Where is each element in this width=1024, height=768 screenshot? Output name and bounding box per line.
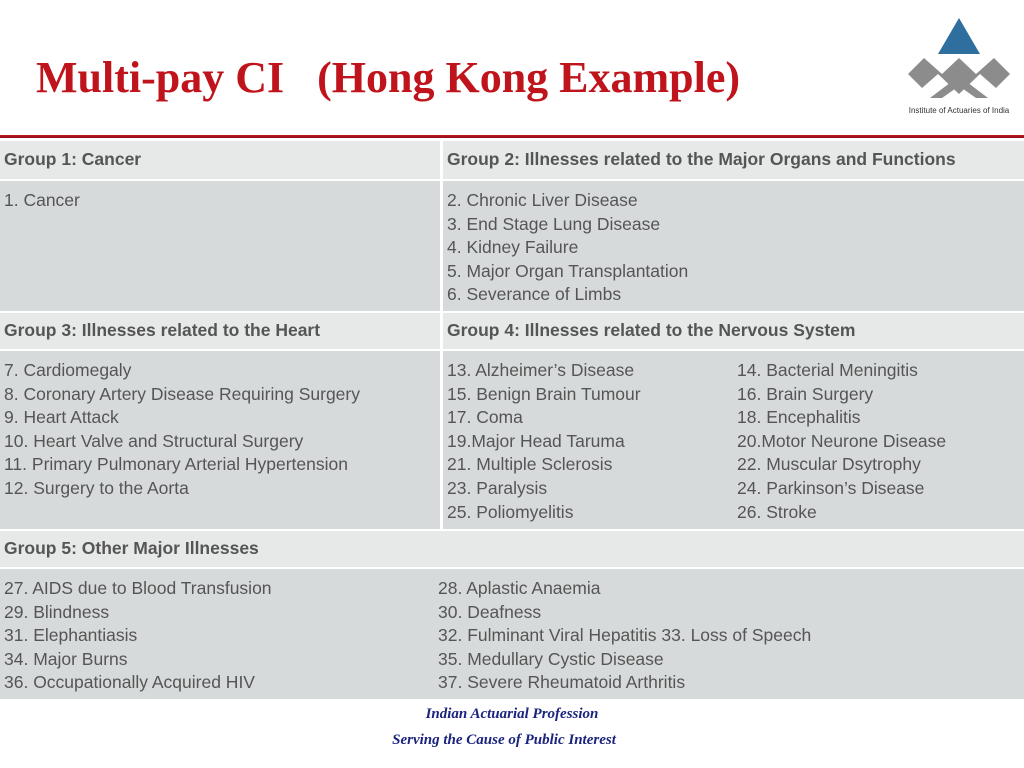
group-5-header-text: Group 5: Other Major Illnesses <box>4 538 259 559</box>
list-item: 11. Primary Pulmonary Arterial Hypertension <box>4 454 348 475</box>
group-5-body <box>0 569 1024 699</box>
group-3-header-text: Group 3: Illnesses related to the Heart <box>4 320 321 341</box>
group-4-column-1 <box>447 359 641 524</box>
list-item: 8. Coronary Artery Disease Requiring Surgery <box>4 383 360 404</box>
list-item: 30. Deafness <box>438 601 542 622</box>
list-item: 29. Blindness <box>4 601 110 622</box>
list-item: 13. Alzheimer’s Disease <box>447 360 635 380</box>
list-item: 21. Multiple Sclerosis <box>447 454 613 475</box>
list-item: 37. Severe Rheumatoid Arthritis <box>438 672 686 693</box>
group-5-column-2 <box>438 577 811 695</box>
list-item: 26. Stroke <box>737 501 817 522</box>
list-item: 7. Cardiomegaly <box>4 360 132 380</box>
group-2-body <box>443 181 1024 311</box>
group-4-header <box>443 313 1024 349</box>
group-1-header <box>0 141 440 179</box>
list-item: 18. Encephalitis <box>737 407 861 428</box>
group-3-body <box>0 351 440 529</box>
list-item: 9. Heart Attack <box>4 407 119 428</box>
list-item: 3. End Stage Lung Disease <box>447 213 661 234</box>
logo-text: Institute of Actuaries of India <box>908 106 1010 115</box>
list-item: 6. Severance of Limbs <box>447 284 622 305</box>
list-item: 15. Benign Brain Tumour <box>447 383 641 404</box>
institute-logo <box>900 16 1018 120</box>
title-divider <box>0 135 1024 138</box>
group-2-header <box>443 141 1024 179</box>
footer-line-1: Indian Actuarial Profession <box>425 706 599 722</box>
list-item: 24. Parkinson’s Disease <box>737 477 925 498</box>
list-item: 34. Major Burns <box>4 648 128 669</box>
group-3-header <box>0 313 440 349</box>
list-item: 4. Kidney Failure <box>447 237 579 258</box>
list-item: 32. Fulminant Viral Hepatitis 33. Loss of Speech <box>438 625 812 646</box>
list-item: 14. Bacterial Meningitis <box>737 360 918 380</box>
list-item: 28. Aplastic Anaemia <box>438 578 601 598</box>
list-item: 27. AIDS due to Blood Transfusion <box>4 578 272 598</box>
list-item: 20.Motor Neurone Disease <box>737 430 947 451</box>
slide-title: Multi-pay CI (Hong Kong Example) <box>36 53 741 102</box>
logo-mark-icon <box>900 16 1018 106</box>
list-item: 19.Major Head Taruma <box>447 430 625 451</box>
list-item: 36. Occupationally Acquired HIV <box>4 672 255 693</box>
list-item: 5. Major Organ Transplantation <box>447 260 689 281</box>
group-4-column-2 <box>737 359 946 524</box>
group-1-header-text: Group 1: Cancer <box>4 149 142 170</box>
list-item: 10. Heart Valve and Structural Surgery <box>4 430 304 451</box>
group-1-body <box>0 181 440 311</box>
illness-groups-table <box>0 141 1024 699</box>
list-item: 12. Surgery to the Aorta <box>4 477 189 498</box>
list-item: 16. Brain Surgery <box>737 383 874 404</box>
list-item: 23. Paralysis <box>447 477 548 498</box>
group-5-header <box>0 531 1024 567</box>
list-item: 1. Cancer <box>4 190 80 210</box>
group-4-body <box>443 351 1024 529</box>
list-item: 22. Muscular Dsytrophy <box>737 454 921 475</box>
group-4-header-text: Group 4: Illnesses related to the Nervous System <box>447 320 856 341</box>
group-5-column-1 <box>4 577 272 695</box>
list-item: 17. Coma <box>447 407 523 428</box>
list-item: 31. Elephantiasis <box>4 625 138 646</box>
group-2-header-text: Group 2: Illnesses related to the Major Organs and Functions <box>447 149 956 170</box>
list-item: 2. Chronic Liver Disease <box>447 190 638 210</box>
list-item: 25. Poliomyelitis <box>447 501 574 522</box>
footer-line-2: Serving the Cause of Public Interest <box>392 732 616 748</box>
list-item: 35. Medullary Cystic Disease <box>438 648 664 669</box>
